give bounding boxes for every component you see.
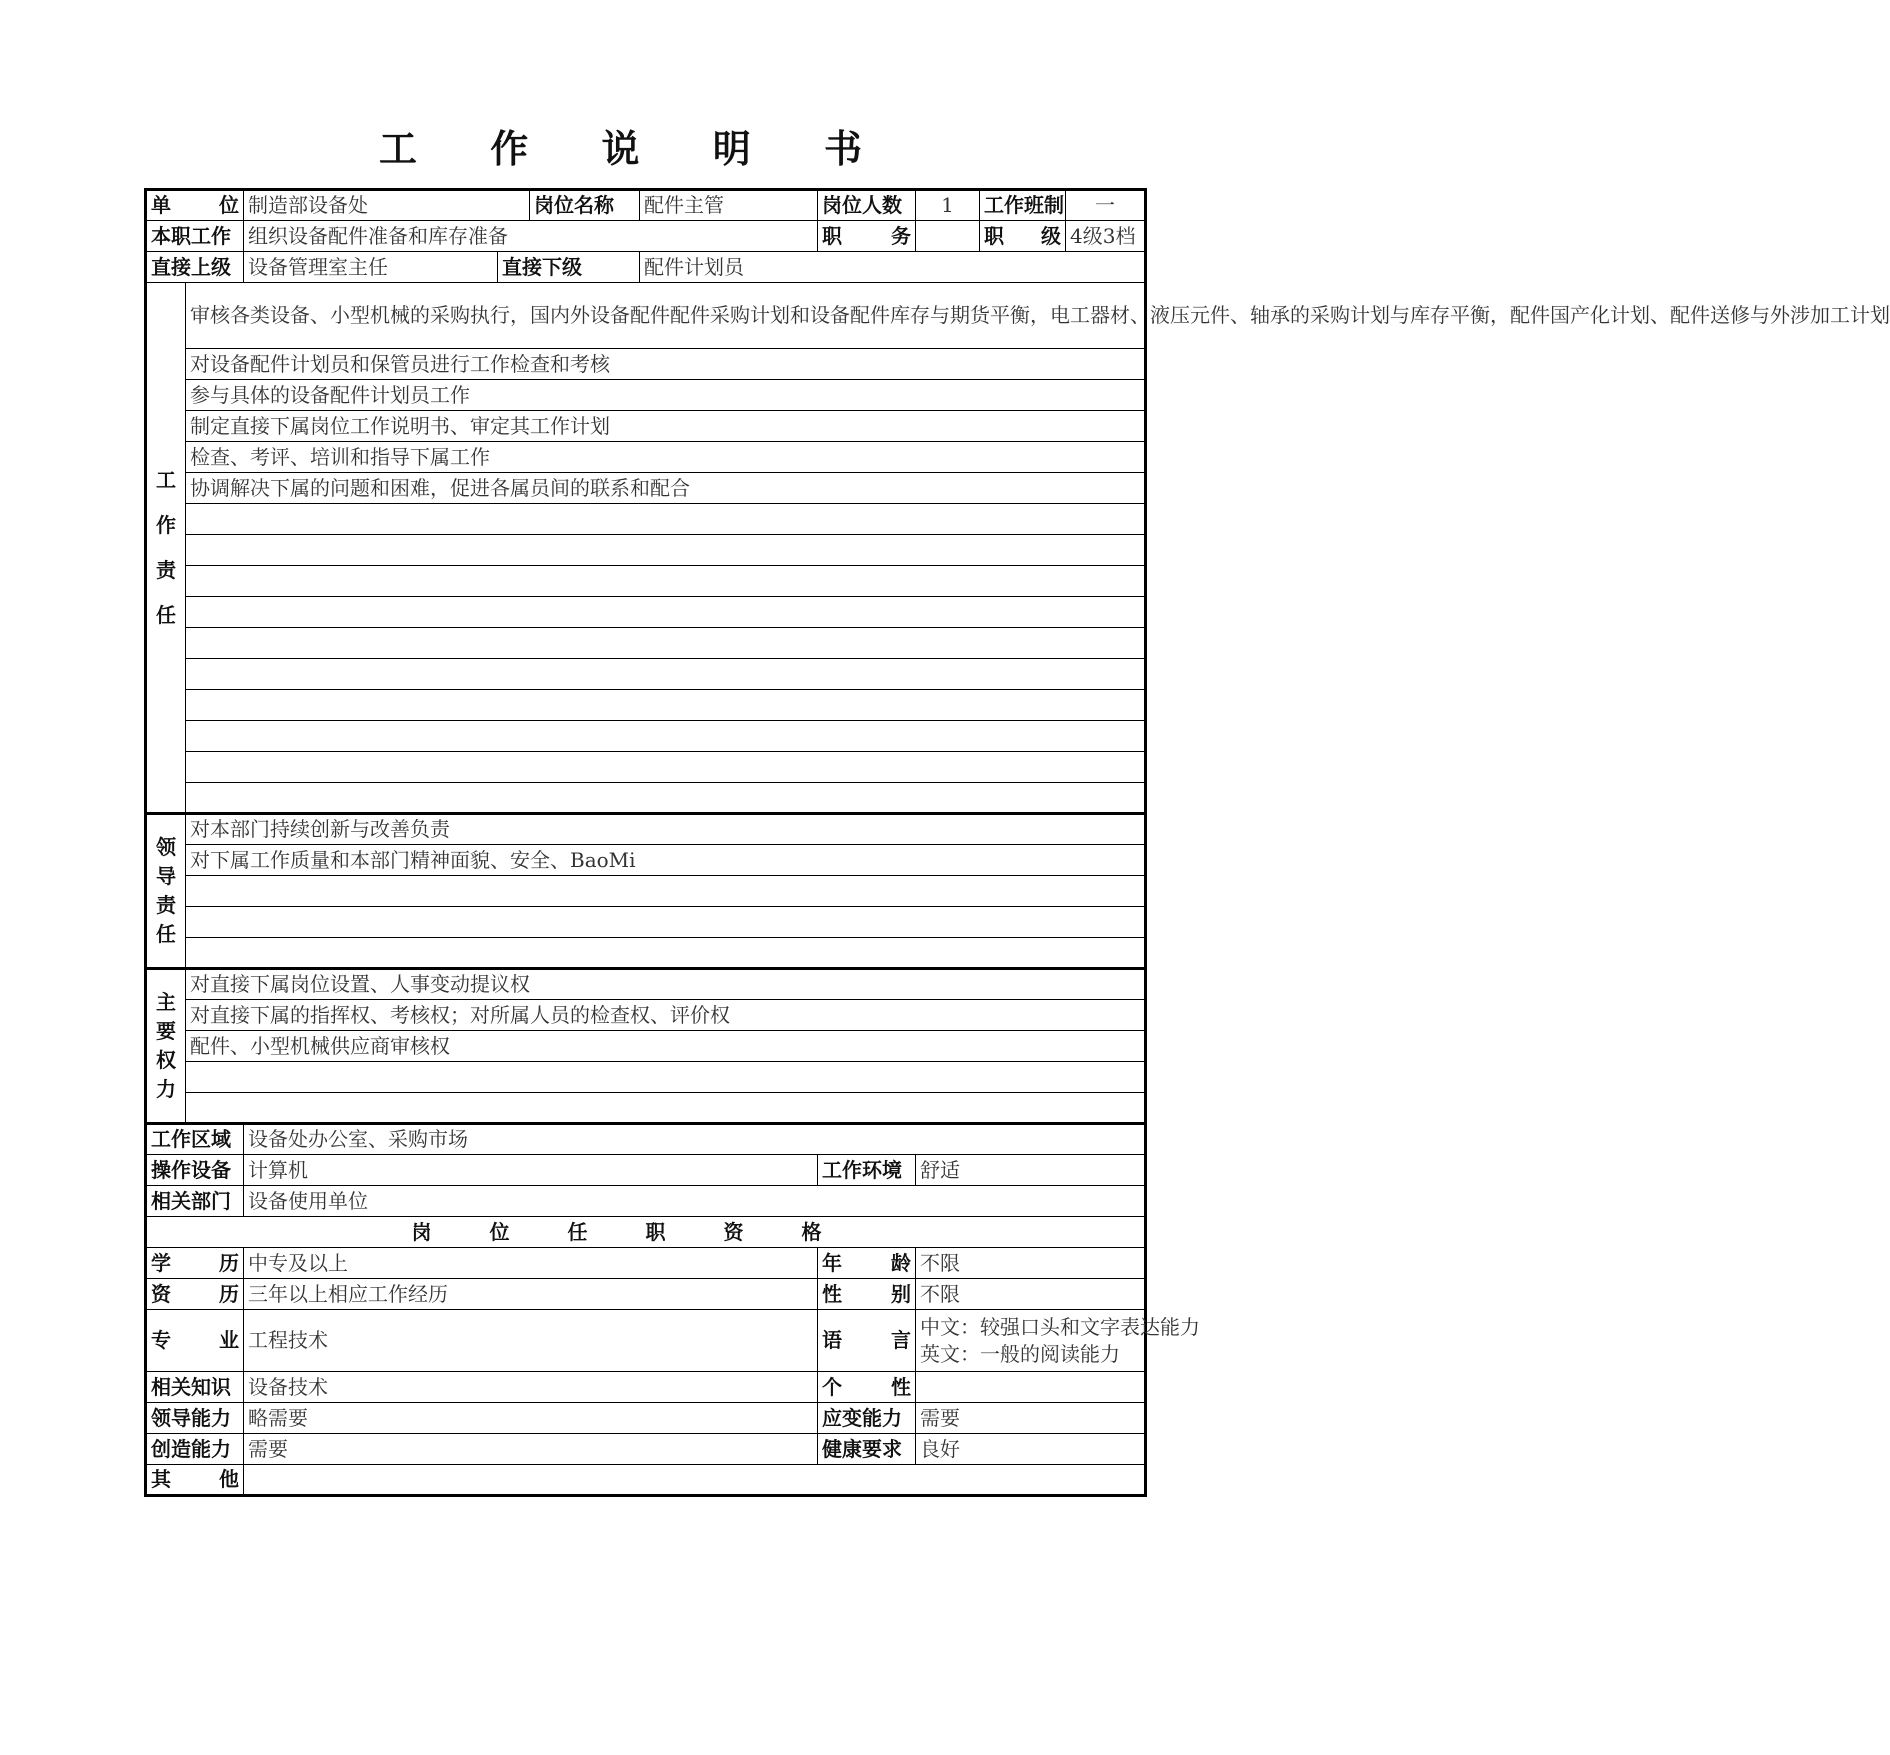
leadership-item: 对本部门持续创新与改善负责 [186, 814, 1146, 845]
shift-value: 一 [1066, 190, 1146, 221]
responsibility-empty [186, 783, 1146, 814]
age-label: 年 龄 [818, 1248, 916, 1279]
responsibility-row [146, 380, 1146, 411]
responsibility-row [146, 597, 1146, 628]
responsibility-item: 检查、考评、培训和指导下属工作 [186, 442, 1146, 473]
responsibility-empty [186, 535, 1146, 566]
header-row-2 [146, 221, 1146, 252]
personality-value [916, 1372, 1146, 1403]
responsibility-row [146, 721, 1146, 752]
qualification-row [146, 1465, 1146, 1496]
responsibility-row [146, 690, 1146, 721]
language-label: 语 言 [818, 1310, 916, 1372]
education-label: 学 历 [146, 1248, 244, 1279]
equipment-value: 计算机 [244, 1155, 818, 1186]
position-name-label: 岗位名称 [530, 190, 640, 221]
authority-row [146, 1093, 1146, 1124]
related-dept-row [146, 1186, 1146, 1217]
responsibility-empty [186, 752, 1146, 783]
leadership-row [146, 876, 1146, 907]
leadership-ability-label: 领导能力 [146, 1403, 244, 1434]
responsibility-row [146, 659, 1146, 690]
health-label: 健康要求 [818, 1434, 916, 1465]
adaptability-value: 需要 [916, 1403, 1146, 1434]
header-row-3 [146, 252, 1146, 283]
leadership-row [146, 845, 1146, 876]
leadership-row [146, 907, 1146, 938]
responsibility-row [146, 504, 1146, 535]
header-row-1 [146, 190, 1146, 221]
age-value: 不限 [916, 1248, 1146, 1279]
responsibility-row [146, 566, 1146, 597]
qualification-row [146, 1248, 1146, 1279]
experience-label: 资 历 [146, 1279, 244, 1310]
work-area-label: 工作区域 [146, 1124, 244, 1155]
direct-superior-value: 设备管理室主任 [244, 252, 498, 283]
adaptability-label: 应变能力 [818, 1403, 916, 1434]
responsibility-empty [186, 566, 1146, 597]
headcount-label: 岗位人数 [818, 190, 916, 221]
major-label: 专 业 [146, 1310, 244, 1372]
equipment-row [146, 1155, 1146, 1186]
headcount-value: 1 [916, 190, 980, 221]
qualification-row [146, 1372, 1146, 1403]
language-chinese: 中文：较强口头和文字表达能力 [920, 1314, 1200, 1339]
education-value: 中专及以上 [244, 1248, 818, 1279]
responsibility-item: 审核各类设备、小型机械的采购执行，国内外设备配件配件采购计划和设备配件库存与期货平衡，电工器材、液压元件、轴承的采购计划与库存平衡，配件国产化计划、配件送修与外涉加工计划 [186, 283, 1146, 349]
creativity-value: 需要 [244, 1434, 818, 1465]
qualification-row [146, 1310, 1146, 1372]
related-dept-value: 设备使用单位 [244, 1186, 1146, 1217]
responsibility-row [146, 283, 1146, 349]
authority-item: 对直接下属岗位设置、人事变动提议权 [186, 969, 1146, 1000]
unit-value: 制造部设备处 [244, 190, 530, 221]
leadership-item: 对下属工作质量和本部门精神面貌、安全、BaoMi [186, 845, 1146, 876]
responsibility-item: 参与具体的设备配件计划员工作 [186, 380, 1146, 411]
grade-value: 4级3档 [1066, 221, 1146, 252]
leadership-empty [186, 938, 1146, 969]
authority-side-label: 主 要 权 力 [146, 969, 186, 1124]
health-value: 良好 [916, 1434, 1146, 1465]
knowledge-label: 相关知识 [146, 1372, 244, 1403]
duty-value [916, 221, 980, 252]
leadership-ability-value: 略需要 [244, 1403, 818, 1434]
responsibility-row [146, 783, 1146, 814]
environment-value: 舒适 [916, 1155, 1146, 1186]
qualifications-heading-row [146, 1217, 1146, 1248]
leadership-row [146, 938, 1146, 969]
responsibility-row [146, 752, 1146, 783]
responsibility-empty [186, 690, 1146, 721]
responsibility-empty [186, 659, 1146, 690]
qualification-row [146, 1279, 1146, 1310]
job-description-form [144, 188, 1890, 1497]
responsibility-row [146, 442, 1146, 473]
direct-superior-label: 直接上级 [146, 252, 244, 283]
language-value [916, 1310, 1200, 1372]
gender-label: 性 别 [818, 1279, 916, 1310]
authority-empty [186, 1062, 1146, 1093]
environment-label: 工作环境 [818, 1155, 916, 1186]
responsibility-row [146, 535, 1146, 566]
responsibility-row [146, 411, 1146, 442]
personality-label: 个 性 [818, 1372, 916, 1403]
direct-subordinate-value: 配件计划员 [640, 252, 1146, 283]
authority-row [146, 969, 1146, 1000]
responsibility-item: 制定直接下属岗位工作说明书、审定其工作计划 [186, 411, 1146, 442]
experience-value: 三年以上相应工作经历 [244, 1279, 818, 1310]
related-dept-label: 相关部门 [146, 1186, 244, 1217]
authority-row [146, 1000, 1146, 1031]
leadership-row [146, 814, 1146, 845]
major-value: 工程技术 [244, 1310, 818, 1372]
qualification-row [146, 1434, 1146, 1465]
knowledge-value: 设备技术 [244, 1372, 818, 1403]
equipment-label: 操作设备 [146, 1155, 244, 1186]
other-label: 其 他 [146, 1465, 244, 1496]
responsibilities-side-label: 工 作 责 任 [146, 283, 186, 814]
authority-item: 对直接下属的指挥权、考核权；对所属人员的检查权、评价权 [186, 1000, 1146, 1031]
responsibility-row [146, 349, 1146, 380]
responsibility-item: 对设备配件计划员和保管员进行工作检查和考核 [186, 349, 1146, 380]
duty-label: 职 务 [818, 221, 916, 252]
responsibility-empty [186, 597, 1146, 628]
responsibility-row [146, 628, 1146, 659]
unit-label: 单 位 [146, 190, 244, 221]
direct-subordinate-label: 直接下级 [498, 252, 640, 283]
grade-label: 职 级 [980, 221, 1066, 252]
authority-row [146, 1062, 1146, 1093]
responsibility-empty [186, 721, 1146, 752]
creativity-label: 创造能力 [146, 1434, 244, 1465]
main-job-label: 本职工作 [146, 221, 244, 252]
responsibility-row [146, 473, 1146, 504]
responsibility-empty [186, 628, 1146, 659]
work-area-row [146, 1124, 1146, 1155]
qualification-row [146, 1403, 1146, 1434]
other-value [244, 1465, 1146, 1496]
work-area-value: 设备处办公室、采购市场 [244, 1124, 1146, 1155]
authority-row [146, 1031, 1146, 1062]
responsibility-item: 协调解决下属的问题和困难，促进各属员间的联系和配合 [186, 473, 1146, 504]
authority-empty [186, 1093, 1146, 1124]
authority-item: 配件、小型机械供应商审核权 [186, 1031, 1146, 1062]
main-job-value: 组织设备配件准备和库存准备 [244, 221, 818, 252]
position-name-value: 配件主管 [640, 190, 818, 221]
responsibility-empty [186, 504, 1146, 535]
gender-value: 不限 [916, 1279, 1146, 1310]
document-title: 工 作 说 明 书 [379, 127, 892, 171]
shift-label: 工作班制 [980, 190, 1066, 221]
leadership-side-label: 领 导 责 任 [146, 814, 186, 969]
leadership-empty [186, 876, 1146, 907]
leadership-empty [186, 907, 1146, 938]
qualifications-heading: 岗位任职资格 [146, 1217, 1146, 1248]
language-english: 英文：一般的阅读能力 [920, 1341, 1120, 1366]
